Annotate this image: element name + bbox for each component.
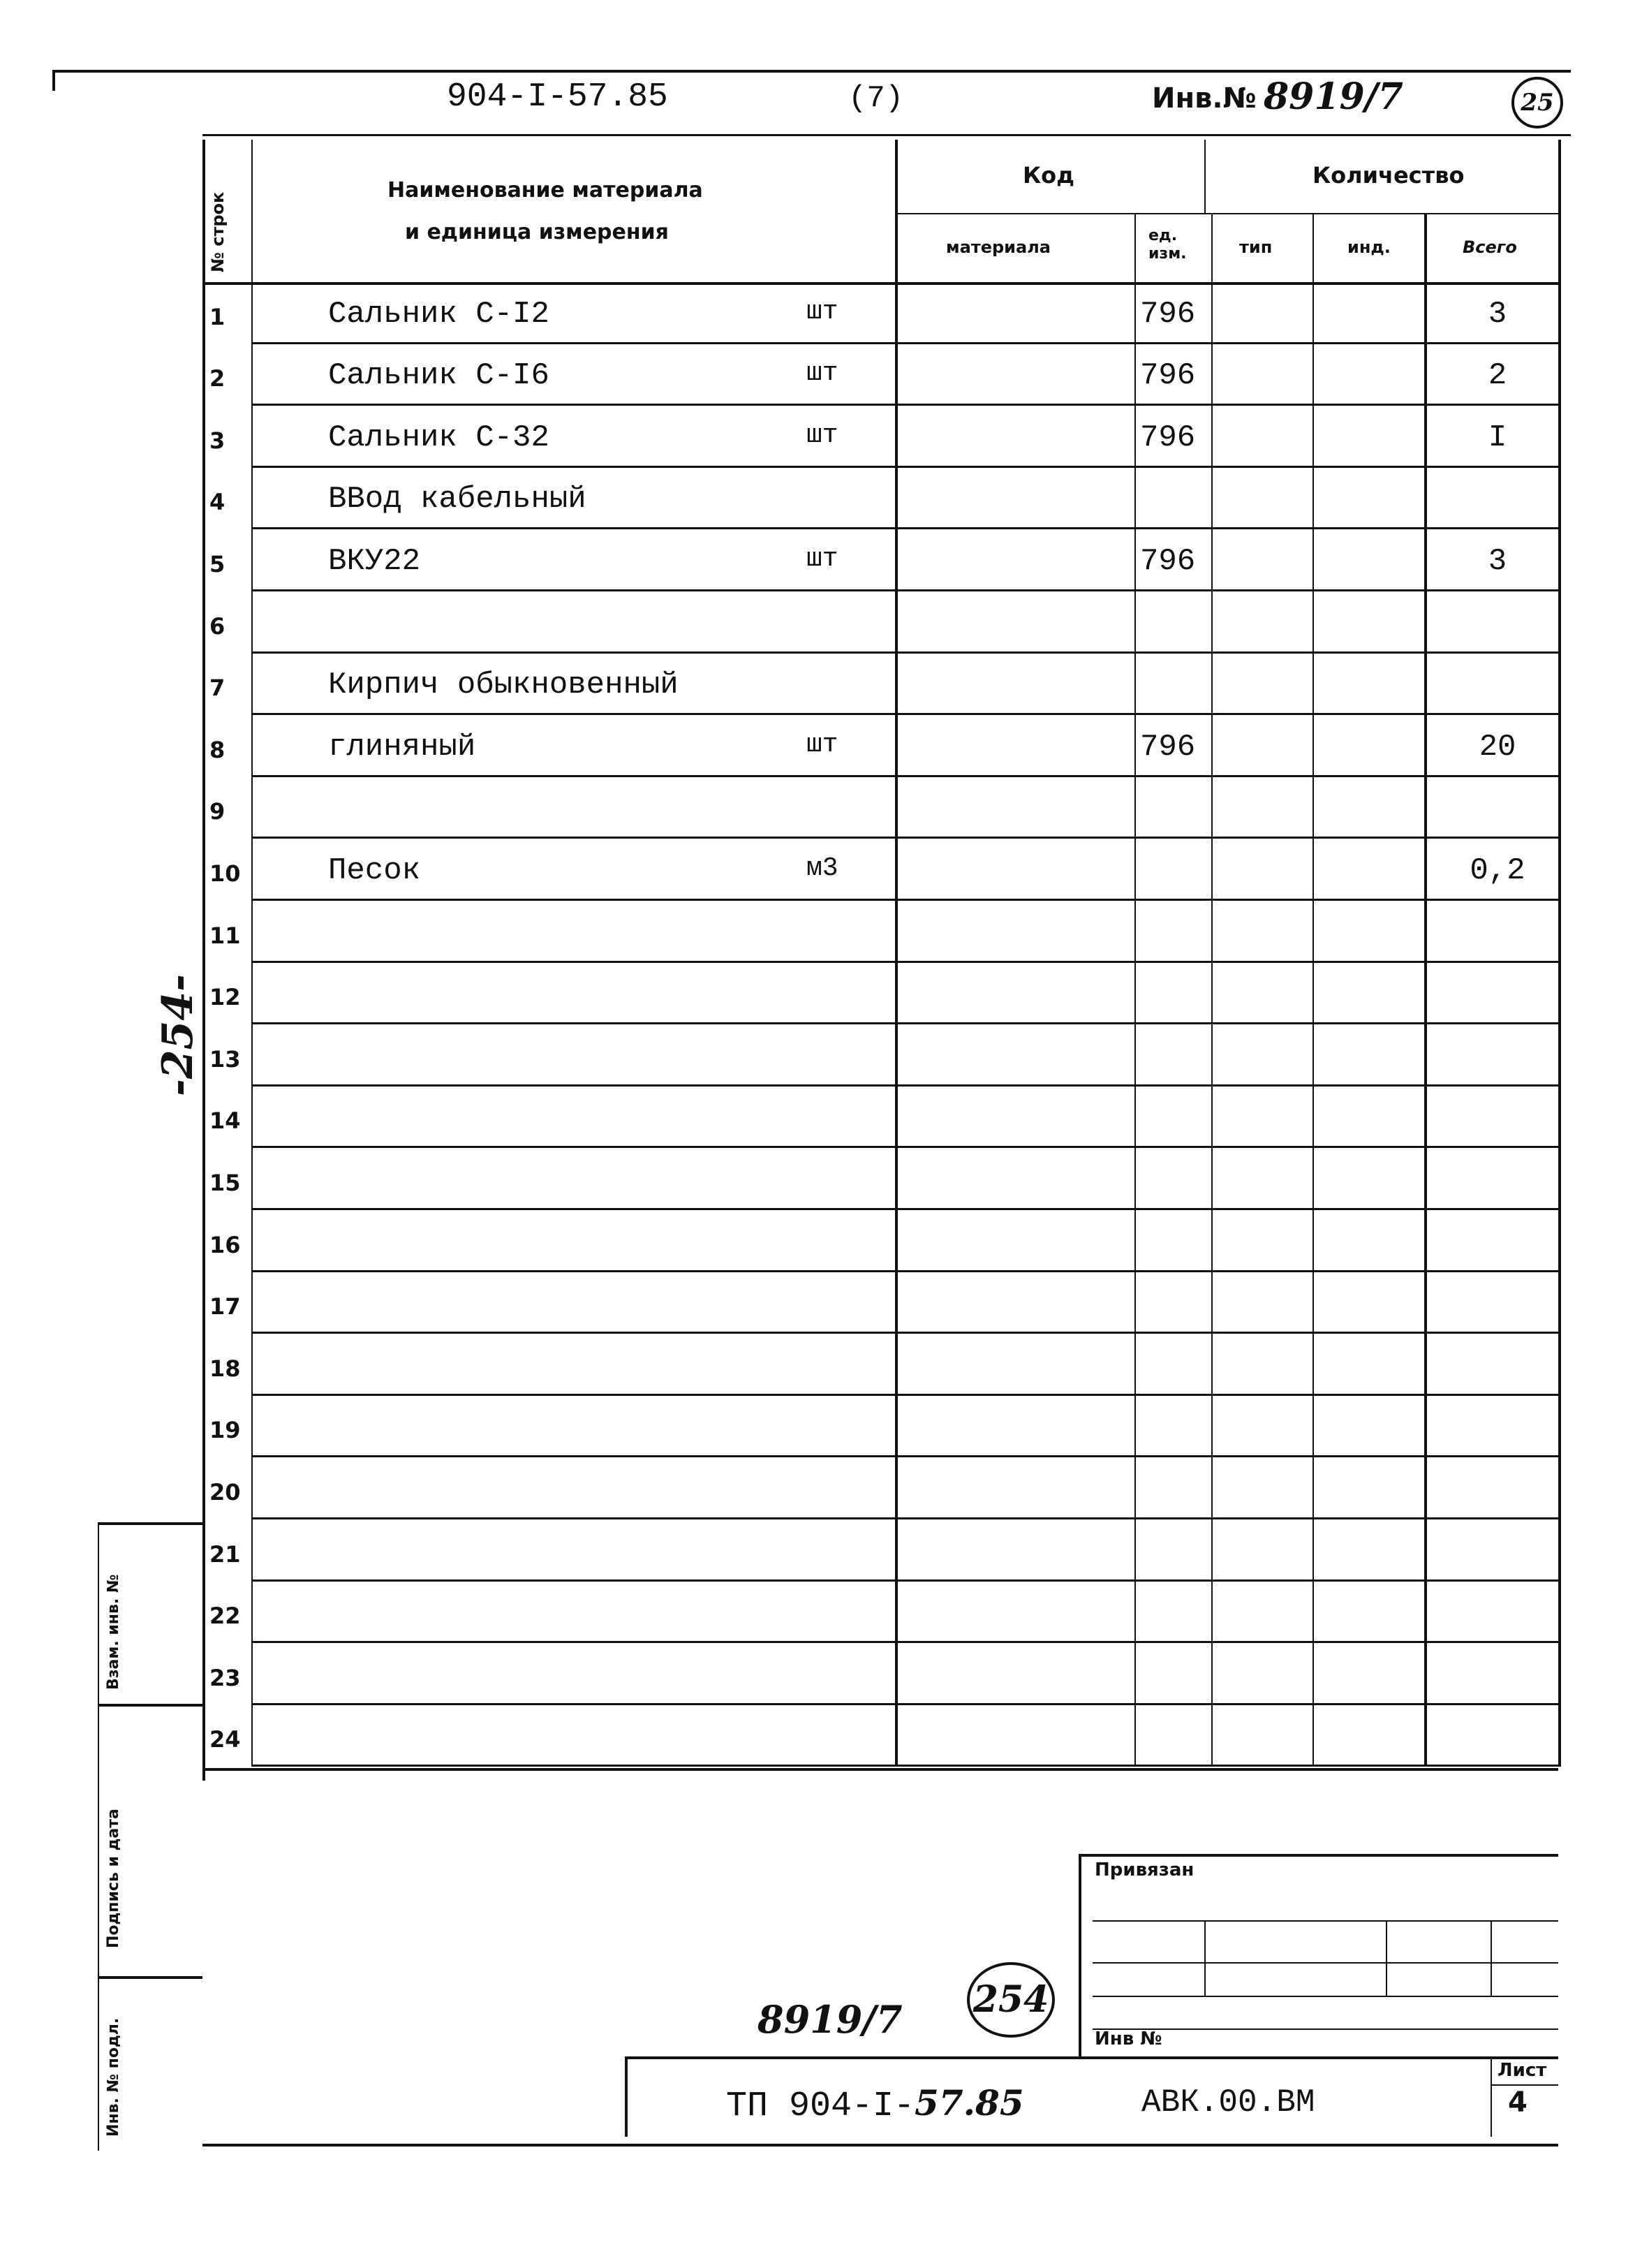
code-qty-divider: [1204, 140, 1206, 213]
header-rule: [202, 134, 1571, 136]
table-row: [202, 839, 1558, 901]
circle-number: [967, 1962, 1055, 2038]
sheet-in-parens: (7): [848, 81, 904, 116]
table-row: [202, 591, 1558, 654]
inv-no-label: Инв №: [1095, 2028, 1162, 2049]
inv-label: Инв.№: [1152, 82, 1257, 115]
tp-designation: [726, 2082, 1024, 2126]
unit-code: 796: [1140, 420, 1196, 455]
col-row-no: № строк: [208, 191, 228, 272]
table-row: [202, 529, 1558, 591]
row-number: 8: [209, 736, 225, 763]
stamp-top-rule: [98, 1522, 202, 1525]
tp-prefix: ТП 904-I-: [726, 2086, 915, 2126]
tp-number: 57.85: [915, 2082, 1024, 2123]
row-number: 17: [209, 1293, 241, 1320]
handwritten-inv: 8919/7: [757, 1997, 903, 2042]
table-row: [202, 1024, 1558, 1087]
material-name: ВВод кабельный: [328, 482, 586, 517]
sub-type: тип: [1239, 237, 1273, 257]
sheet-box-left: [1491, 2056, 1492, 2137]
table-row: [202, 1334, 1558, 1396]
doc-mark: АВК.00.ВМ: [1141, 2084, 1315, 2121]
tied-rule-2: [1093, 1962, 1558, 1964]
row-number: 15: [209, 1169, 241, 1196]
material-name: Кирпич обыкновенный: [328, 668, 679, 703]
table-row: [202, 1087, 1558, 1149]
unit-of-measure: шт: [806, 420, 838, 450]
unit-of-measure: шт: [806, 296, 838, 327]
title-block-left: [625, 2056, 628, 2137]
stamp-field-sign-date: Подпись и дата: [105, 1809, 122, 1948]
stamp-left-line: [98, 1522, 99, 2151]
total-qty: 20: [1479, 729, 1516, 765]
row-number: 1: [209, 303, 225, 330]
row-number: 20: [209, 1478, 241, 1505]
table-row: [202, 468, 1558, 530]
unit-code: 796: [1140, 296, 1196, 332]
table-row: [202, 901, 1558, 963]
sub-ind: инд.: [1347, 237, 1391, 257]
col-qty: Количество: [1312, 162, 1465, 189]
total-qty: I: [1488, 420, 1507, 455]
unit-of-measure: шт: [806, 543, 838, 574]
table-row: [202, 715, 1558, 777]
total-qty: 3: [1488, 296, 1507, 332]
doc-code: 904-I-57.85: [447, 78, 668, 116]
tied-block-top: [1079, 1854, 1558, 1857]
bottom-border-line: [202, 2144, 1558, 2146]
material-name: ВКУ22: [328, 543, 421, 579]
material-name: Сальник С-32: [328, 420, 549, 455]
unit-code: 796: [1140, 358, 1196, 394]
row-number: 21: [209, 1540, 241, 1568]
total-qty: 3: [1488, 543, 1507, 579]
row-number: 11: [209, 922, 241, 949]
sheet-number: 4: [1508, 2086, 1528, 2119]
table-row: [202, 1272, 1558, 1334]
margin-note: -254-: [154, 973, 202, 1096]
stamp-field-replace-inv: Взам. инв. №: [105, 1574, 122, 1690]
tied-col-2: [1386, 1920, 1387, 1997]
table-row: [202, 1705, 1558, 1767]
row-number: 13: [209, 1045, 241, 1073]
row-number: 10: [209, 860, 241, 887]
left-page-tick: [52, 70, 55, 91]
row-number: 9: [209, 798, 225, 825]
unit-of-measure: м3: [806, 853, 838, 883]
table-row: [202, 406, 1558, 468]
tied-label: Привязан: [1095, 1860, 1195, 1880]
table-row: [202, 1457, 1558, 1519]
table-right-border: [1558, 140, 1561, 1767]
table-row: [202, 344, 1558, 406]
row-number: 5: [209, 550, 225, 577]
total-qty: 0,2: [1470, 853, 1525, 888]
stamp-rule-2: [98, 1704, 202, 1707]
table-row: [202, 1210, 1558, 1272]
circle-mark: [1511, 77, 1563, 128]
table-row: [202, 654, 1558, 716]
col-name-line2: и единица измерения: [405, 220, 669, 244]
row-number: 3: [209, 427, 225, 454]
table-row: [202, 1148, 1558, 1210]
table-row: [202, 1643, 1558, 1705]
row-number: 2: [209, 365, 225, 392]
tied-block-left: [1079, 1854, 1081, 2056]
unit-code: 796: [1140, 729, 1196, 765]
row-number: 22: [209, 1603, 241, 1630]
table-row: [202, 1582, 1558, 1644]
material-name: Песок: [328, 853, 421, 888]
sheet-label: Лист: [1498, 2060, 1547, 2081]
top-border-line: [52, 70, 1571, 73]
table-row: [202, 1519, 1558, 1582]
col-name-line1: Наименование материала: [387, 178, 703, 202]
circle-mark-text: 25: [1521, 89, 1554, 117]
material-name: Сальник С-I2: [328, 296, 549, 332]
tied-rule-4: [1093, 2028, 1558, 2030]
stamp-field-inv-orig: Инв. № подл.: [105, 2017, 122, 2137]
stamp-rule-3: [98, 1976, 202, 1979]
col-code: Код: [1023, 162, 1074, 189]
table-row: [202, 282, 1558, 344]
row-number: 4: [209, 489, 225, 516]
sub-material: материала: [946, 237, 1051, 257]
tied-col-3: [1491, 1920, 1492, 1997]
tied-col-1: [1204, 1920, 1206, 1997]
circle-number-text: 254: [973, 1978, 1049, 2021]
row-number: 14: [209, 1107, 241, 1135]
subheader-rule: [895, 213, 1558, 214]
sheet-box-mid: [1491, 2084, 1558, 2086]
doc-code-header: [447, 78, 668, 116]
unit-code: 796: [1140, 543, 1196, 579]
table-row: [202, 963, 1558, 1025]
row-number: 16: [209, 1231, 241, 1258]
table-row: [202, 777, 1558, 839]
tied-rule-1: [1093, 1920, 1558, 1922]
unit-of-measure: шт: [806, 358, 838, 389]
title-block-top: [625, 2056, 1558, 2059]
material-name: Сальник С-I6: [328, 358, 549, 394]
unit-of-measure: шт: [806, 729, 838, 760]
row-number: 18: [209, 1355, 241, 1382]
total-qty: 2: [1488, 358, 1507, 394]
row-divider: [251, 1765, 1558, 1767]
row-number: 6: [209, 612, 225, 640]
inv-value: 8919/7: [1264, 75, 1403, 118]
table-row: [202, 1396, 1558, 1458]
tied-rule-3: [1093, 1996, 1558, 1997]
table-bottom-rule: [202, 1768, 1558, 1771]
row-number: 19: [209, 1417, 241, 1444]
sub-total: Всего: [1463, 237, 1517, 257]
row-number: 7: [209, 675, 225, 702]
row-number: 12: [209, 984, 241, 1011]
row-number: 23: [209, 1664, 241, 1691]
material-name: глиняный: [328, 729, 476, 765]
sub-unit: ед. изм.: [1148, 227, 1187, 263]
row-number: 24: [209, 1726, 241, 1753]
